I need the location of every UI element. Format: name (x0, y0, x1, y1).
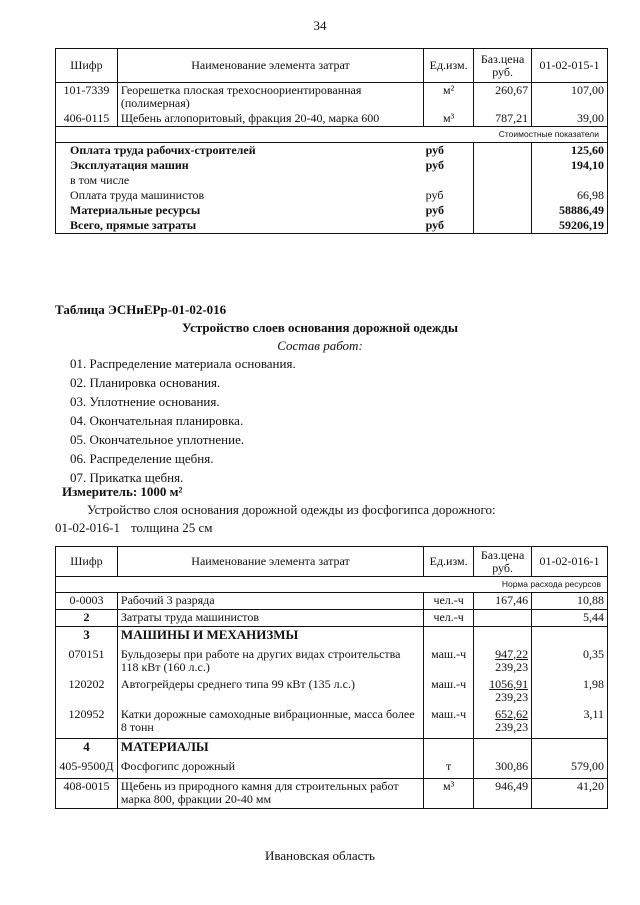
item-description: Устройство слоя основания дорожной одежды из фосфогипса дорожного: (87, 502, 496, 517)
row-code: 120202 (56, 677, 118, 707)
row-name: Бульдозеры при работе на других видах строительства 118 кВт (160 л.с.) (117, 647, 423, 677)
cost-table-015 (55, 48, 608, 234)
row-price: 1056,91 (489, 676, 529, 691)
row-name: МАШИНЫ И МЕХАНИЗМЫ (117, 627, 423, 647)
cost-value: 58886,49 (532, 203, 608, 218)
header-price: Баз.цена руб. (474, 49, 532, 83)
work-item: 07. Прикатка щебня. (70, 470, 184, 485)
row-name: Фосфогипс дорожный (117, 759, 423, 779)
section-title: Устройство слоев основания дорожной одежды (181, 320, 459, 335)
cost-unit: руб (425, 143, 444, 157)
row-unit: т (424, 759, 474, 779)
table-row (56, 647, 608, 677)
cost-name: Эксплуатация машин (56, 158, 424, 173)
subheader-row (56, 577, 608, 593)
table-header-row (56, 547, 608, 577)
row-code: 4 (56, 739, 118, 759)
row-name: Щебень аглопоритовый, фракция 20-40, марка 600 (117, 111, 423, 127)
row-price: 946,49 (474, 779, 532, 809)
row-unit: м² (424, 83, 474, 112)
row-unit: чел.-ч (424, 593, 474, 610)
row-value: 5,44 (532, 610, 608, 627)
table-row (56, 779, 608, 809)
row-value: 107,00 (532, 83, 608, 112)
row-value: 10,88 (532, 593, 608, 610)
work-item: 04. Окончательная планировка. (70, 413, 244, 428)
header-unit: Ед.изм. (424, 49, 474, 83)
cost-value: 194,10 (532, 158, 608, 173)
cost-value: 125,60 (532, 143, 608, 159)
cost-row (56, 203, 608, 218)
work-item: 06. Распределение щебня. (70, 451, 214, 466)
row-code: 0-0003 (56, 593, 118, 610)
row-code: 101-7339 (56, 83, 118, 112)
row-code: 3 (56, 627, 118, 647)
table-row (56, 677, 608, 707)
cost-name: Оплата труда машинистов (56, 188, 424, 203)
table-row (56, 759, 608, 779)
work-item: 05. Окончательное уплотнение. (70, 432, 245, 447)
cost-name: Всего, прямые затраты (56, 218, 424, 234)
header-price: Баз.цена руб. (474, 547, 532, 577)
row-value: 3,11 (532, 707, 608, 739)
resource-table-016 (55, 546, 608, 809)
cost-row (56, 143, 608, 159)
subheader-text: Стоимостные показатели (56, 127, 608, 143)
item-code: 01-02-016-1 (55, 520, 120, 535)
header-name: Наименование элемента затрат (117, 547, 423, 577)
row-unit: м³ (424, 111, 474, 127)
cost-value: 59206,19 (532, 218, 608, 234)
table-row (56, 111, 608, 127)
page-number: 34 (313, 18, 327, 33)
row-code: 2 (56, 610, 118, 627)
row-unit: маш.-ч (424, 647, 474, 677)
row-price-machinist: 239,23 (495, 659, 529, 674)
row-code: 406-0115 (56, 111, 118, 127)
row-name: Щебень из природного камня для строительных работ марка 800, фракции 20-40 мм (117, 779, 423, 809)
row-value: 41,20 (532, 779, 608, 809)
row-unit: м³ (424, 779, 474, 809)
row-name: Автогрейдеры среднего типа 99 кВт (135 л.с.) (117, 677, 423, 707)
row-price: 300,86 (474, 759, 532, 779)
cost-unit: руб (425, 188, 444, 202)
cost-name: Оплата труда рабочих-строителей (56, 143, 424, 159)
footer-region: Ивановская область (265, 848, 375, 863)
header-code: Шифр (56, 547, 118, 577)
row-name: Рабочий 3 разряда (117, 593, 423, 610)
table-row (56, 707, 608, 739)
row-price: 167,46 (474, 593, 532, 610)
row-unit: маш.-ч (424, 677, 474, 707)
row-unit: маш.-ч (424, 707, 474, 739)
cost-name: Материальные ресурсы (56, 203, 424, 218)
row-code: 405-9500Д (56, 759, 118, 779)
table-header-row (56, 49, 608, 83)
header-name: Наименование элемента затрат (117, 49, 423, 83)
table-label: Таблица ЭСНиЕРр-01-02-016 (55, 302, 227, 317)
cost-row (56, 173, 608, 188)
table-row (56, 610, 608, 627)
row-value: 1,98 (532, 677, 608, 707)
row-price: 787,21 (474, 111, 532, 127)
row-code: 120952 (56, 707, 118, 739)
cost-name: в том числе (56, 173, 424, 188)
subheader-row (56, 127, 608, 143)
header-column-code: 01-02-015-1 (532, 49, 608, 83)
cost-row (56, 158, 608, 173)
row-price: 947,22 (495, 646, 529, 661)
cost-row (56, 218, 608, 234)
row-price-machinist: 239,23 (495, 719, 529, 734)
row-code: 070151 (56, 647, 118, 677)
cost-unit: руб (425, 203, 444, 217)
row-price: 652,62 (495, 706, 529, 721)
work-item: 02. Планировка основания. (70, 375, 221, 390)
subheader-text: Норма расхода ресурсов (56, 577, 608, 593)
row-name: Затраты труда машинистов (117, 610, 423, 627)
item-thickness: толщина 25 см (131, 520, 213, 535)
row-value: 579,00 (532, 759, 608, 779)
row-price: 260,67 (474, 83, 532, 112)
work-item: 03. Уплотнение основания. (70, 394, 220, 409)
composition-title: Состав работ: (277, 338, 363, 353)
measure-unit: Измеритель: 1000 м² (62, 484, 183, 499)
header-unit: Ед.изм. (424, 547, 474, 577)
row-code: 408-0015 (56, 779, 118, 809)
row-price (474, 610, 532, 627)
section-row (56, 627, 608, 647)
row-value: 39,00 (532, 111, 608, 127)
works-list (70, 356, 296, 489)
row-name: Катки дорожные самоходные вибрационные, масса более 8 тонн (117, 707, 423, 739)
cost-unit: руб (425, 158, 444, 172)
header-column-code: 01-02-016-1 (532, 547, 608, 577)
header-code: Шифр (56, 49, 118, 83)
row-value: 0,35 (532, 647, 608, 677)
row-unit: чел.-ч (424, 610, 474, 627)
row-price-machinist: 239,23 (495, 689, 529, 704)
cost-row (56, 188, 608, 203)
table-row (56, 83, 608, 112)
cost-unit: руб (424, 218, 474, 234)
row-name: Георешетка плоская трехосноориентированная (полимерная) (117, 83, 423, 112)
table-row (56, 593, 608, 610)
cost-value: 66,98 (532, 188, 608, 203)
row-name: МАТЕРИАЛЫ (117, 739, 423, 759)
work-item: 01. Распределение материала основания. (70, 356, 296, 371)
section-row (56, 739, 608, 759)
